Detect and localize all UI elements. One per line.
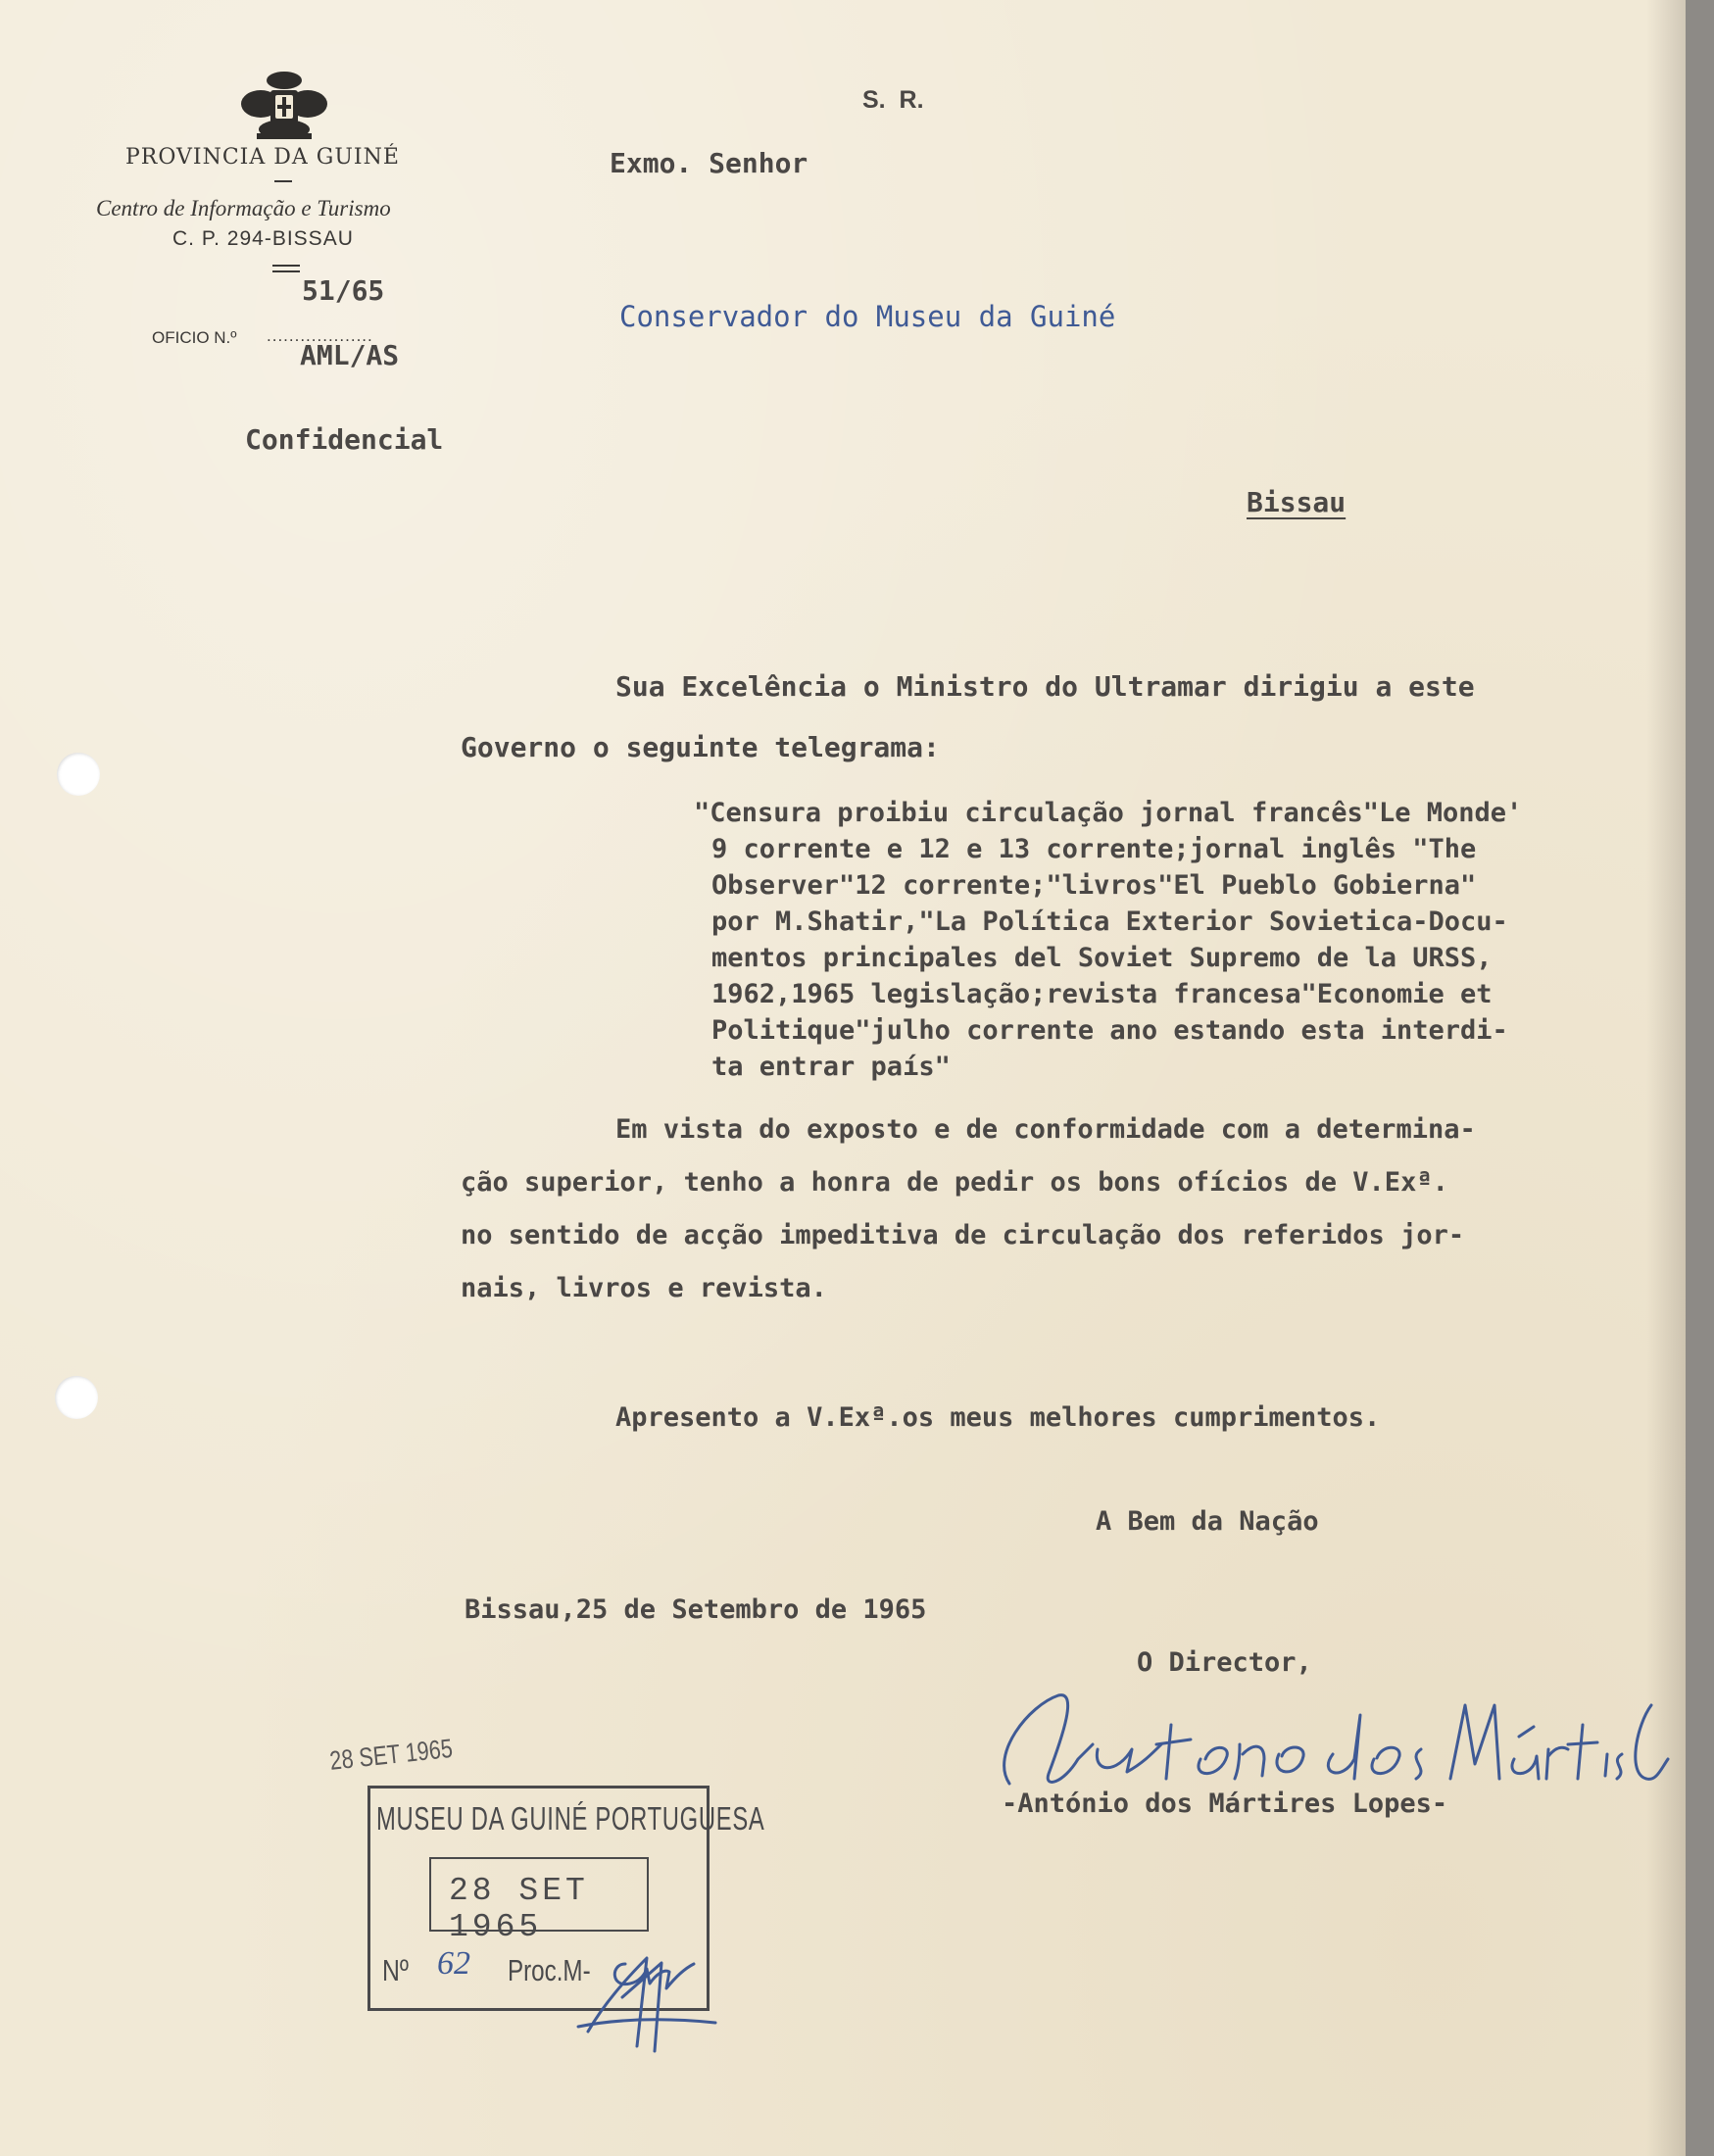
- telegram-line: por M.Shatir,"La Política Exterior Sovietica-Docu-: [711, 906, 1508, 937]
- letterhead-province: PROVINCIA DA GUINÉ: [125, 145, 400, 170]
- letterhead-center-name: Centro de Informação e Turismo: [96, 196, 391, 220]
- oficio-number: 51/65: [302, 274, 385, 307]
- paragraph-2-line: Em vista do exposto e de conformidade com a determina-: [615, 1114, 1476, 1145]
- classification-label: Confidencial: [245, 423, 444, 456]
- recipient-city: Bissau: [1247, 486, 1347, 518]
- telegram-line: mentos principales del Soviet Supremo de la URSS,: [711, 943, 1493, 973]
- salutation: Exmo. Senhor: [610, 147, 808, 179]
- coat-of-arms-emblem: [239, 69, 329, 147]
- stamp-number: 62: [437, 1945, 470, 1982]
- letterhead-divider: [274, 180, 292, 182]
- signatory-role: O Director,: [1137, 1647, 1312, 1678]
- telegram-line: "Censura proibiu circulação jornal francês"Le Monde': [694, 798, 1523, 828]
- telegram-line: 9 corrente e 12 e 13 corrente;jornal inglês "The: [711, 834, 1477, 864]
- telegram-line: Politique"julho corrente ano estando esta interdi-: [711, 1015, 1508, 1046]
- closing-greeting: Apresento a V.Exª.os meus melhores cumprimentos.: [615, 1402, 1381, 1433]
- stamp-date-box: [429, 1857, 649, 1945]
- paragraph-2-line: nais, livros e revista.: [461, 1273, 827, 1303]
- letterhead-divider-3: [272, 270, 300, 272]
- oficio-reference: AML/AS: [300, 339, 400, 371]
- motto: A Bem da Nação: [1096, 1506, 1319, 1537]
- letterhead-po-box: C. P. 294-BISSAU: [172, 227, 354, 250]
- security-mark: S. R.: [862, 86, 924, 114]
- stamp-date: 28 SET 1965: [449, 1873, 589, 1945]
- punch-hole-bottom: [55, 1376, 98, 1419]
- received-date-stamp: 28 SET 1965: [328, 1733, 455, 1776]
- page-edge-shadow: [1646, 0, 1686, 2156]
- punch-hole-top: [57, 753, 100, 796]
- letter-date: Bissau,25 de Setembro de 1965: [465, 1594, 927, 1625]
- stamp-number-label: Nº: [382, 1953, 409, 1987]
- signatory-name: -António dos Mártires Lopes-: [1002, 1788, 1448, 1819]
- telegram-line: 1962,1965 legislação;revista francesa"Economie et: [711, 979, 1493, 1009]
- paragraph-2-line: ção superior, tenho a honra de pedir os bons ofícios de V.Exª.: [461, 1167, 1448, 1198]
- letterhead-divider-2: [272, 265, 300, 267]
- paragraph-1-line-2: Governo o seguinte telegrama:: [461, 731, 940, 763]
- paragraph-2-line: no sentido de acção impeditiva de circulação dos referidos jor-: [461, 1220, 1465, 1250]
- paragraph-1-line-1: Sua Excelência o Ministro do Ultramar dirigiu a este: [615, 670, 1475, 703]
- oficio-dots: ...................: [267, 326, 373, 345]
- handwritten-proc-mark: [596, 1944, 704, 2003]
- stamp-museum-name: MUSEU DA GUINÉ PORTUGUESA: [376, 1800, 765, 1837]
- stamp-proc-label: Proc.M-: [508, 1953, 591, 1987]
- oficio-label: OFICIO N.º: [152, 328, 237, 347]
- telegram-line: Observer"12 corrente;"livros"El Pueblo Gobierna": [711, 870, 1477, 901]
- telegram-line: ta entrar país": [711, 1052, 951, 1082]
- recipient-title: Conservador do Museu da Guiné: [619, 300, 1116, 333]
